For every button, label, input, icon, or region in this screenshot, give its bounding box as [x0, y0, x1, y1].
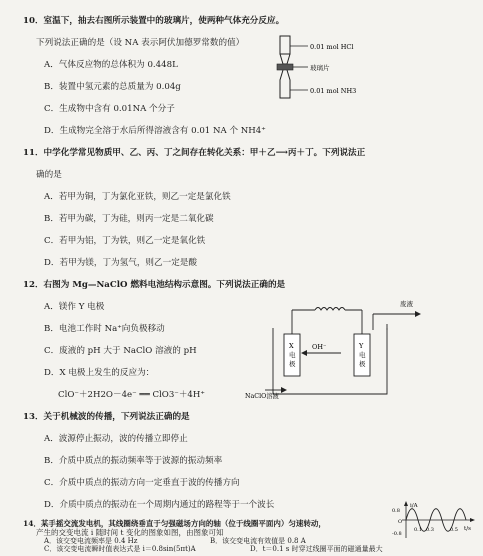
q11-option-c: C．若甲为铝，丁为铁，则乙一定是氧化铁 [44, 236, 206, 246]
waste-label: 废液 [400, 300, 413, 308]
ytick-max: 0.8 [392, 508, 400, 514]
q13-option-c: C．介质中质点的振动方向一定垂直于波的传播方向 [44, 478, 240, 488]
nh3-label: 0.01 mol NH3 [310, 87, 357, 95]
q10-option-a: A．气体反应物的总体积为 0.448L [44, 60, 178, 70]
q13-option-b: B．介质中质点的振动频率等于波源的振动频率 [44, 456, 223, 466]
q13-option-a: A．波源停止振动，波的传播立即停止 [44, 434, 188, 444]
q12-option-c: C．废液的 pH 大于 NaClO 溶液的 pH [44, 346, 197, 356]
xtick-5: 0.5 [450, 527, 458, 533]
q14-stem2: 产生的交变电流 i 随时间 t 变化的图象如图，由图象可知 [36, 528, 224, 537]
graph-ylabel: i/A [410, 503, 418, 509]
y-electrode-label-1: Y [359, 342, 364, 350]
glass-plate-label: 玻璃片 [310, 64, 330, 72]
q14-option-a: A．该交变电流频率是 0.4 Hz [44, 537, 138, 545]
q11-option-a: A．若甲为铜，丁为氯化亚铁，则乙一定是氯化铁 [44, 192, 231, 202]
xtick-1: 0.1 [414, 527, 422, 533]
q14-option-b: B．该交变电流有效值是 0.8 A [210, 537, 306, 545]
x-electrode-label-1: X [289, 342, 294, 350]
q10-option-d: D．生成物完全溶于水后所得溶液含有 0.01 NA 个 NH4⁺ [44, 126, 266, 136]
q11-option-d: D．若甲为镁，丁为氢气，则乙一定是酸 [44, 258, 197, 268]
origin-label: O [398, 519, 403, 525]
naclo-label: NaClO溶液 [245, 393, 279, 400]
q11-stem2: 确的是 [36, 170, 62, 180]
q10-option-c: C．生成物中含有 0.01NA 个分子 [44, 104, 175, 114]
x-electrode-label-3: 极 [289, 360, 296, 368]
q10-stem: 10．室温下，抽去右图所示装置中的玻璃片，使两种气体充分反应。 [23, 16, 285, 26]
q14-stem: 14．某手摇交流发电机，其线圈绕垂直于匀强磁场方向的轴（位于线圈平面内）匀速转动， [23, 519, 326, 528]
gas-flask-diagram [270, 32, 375, 107]
x-electrode-label-2: 电 [289, 351, 296, 359]
q14-option-d: D．t＝0.1 s 时穿过线圈平面的磁通量最大 [250, 545, 383, 553]
fuel-cell-diagram [245, 296, 460, 404]
q10-stem2: 下列说法正确的是（设 NA 表示阿伏加德罗常数的值） [36, 38, 245, 48]
q13-stem: 13．关于机械波的传播，下列说法正确的是 [23, 412, 190, 422]
q10-option-b: B．装置中氢元素的总质量为 0.04g [44, 82, 181, 92]
graph-xlabel: t/s [464, 526, 471, 532]
q12-option-a: A．镁作 Y 电极 [44, 302, 105, 312]
q14-option-c: C．该交变电流瞬时值表达式是 i＝0.8sin(5πt)A [44, 545, 196, 553]
y-electrode-label-2: 电 [359, 351, 366, 359]
current-graph [392, 500, 480, 540]
q13-option-d: D．介质中质点的振动在一个周期内通过的路程等于一个波长 [44, 500, 275, 510]
q12-reaction: ClO⁻＋2H2O－4e⁻ ══ ClO3⁻＋4H⁺ [58, 390, 205, 400]
q12-stem: 12．右图为 Mg—NaClO 燃料电池结构示意图。下列说法正确的是 [23, 280, 286, 290]
q11-stem: 11．中学化学常见物质甲、乙、丙、丁之间存在转化关系：甲＋乙⟶丙＋丁。下列说法正 [23, 148, 366, 158]
xtick-3: 0.3 [426, 527, 434, 533]
q11-option-b: B．若甲为碳，丁为硅，则丙一定是二氧化碳 [44, 214, 214, 224]
q12-option-d: D．X 电极上发生的反应为： [44, 368, 155, 378]
q12-option-b: B．电池工作时 Na⁺向负极移动 [44, 324, 165, 334]
y-electrode-label-3: 极 [359, 360, 366, 368]
hydroxide-label: OH⁻ [312, 343, 327, 351]
ytick-min: -0.8 [392, 531, 402, 537]
hcl-label: 0.01 mol HCl [310, 43, 354, 51]
